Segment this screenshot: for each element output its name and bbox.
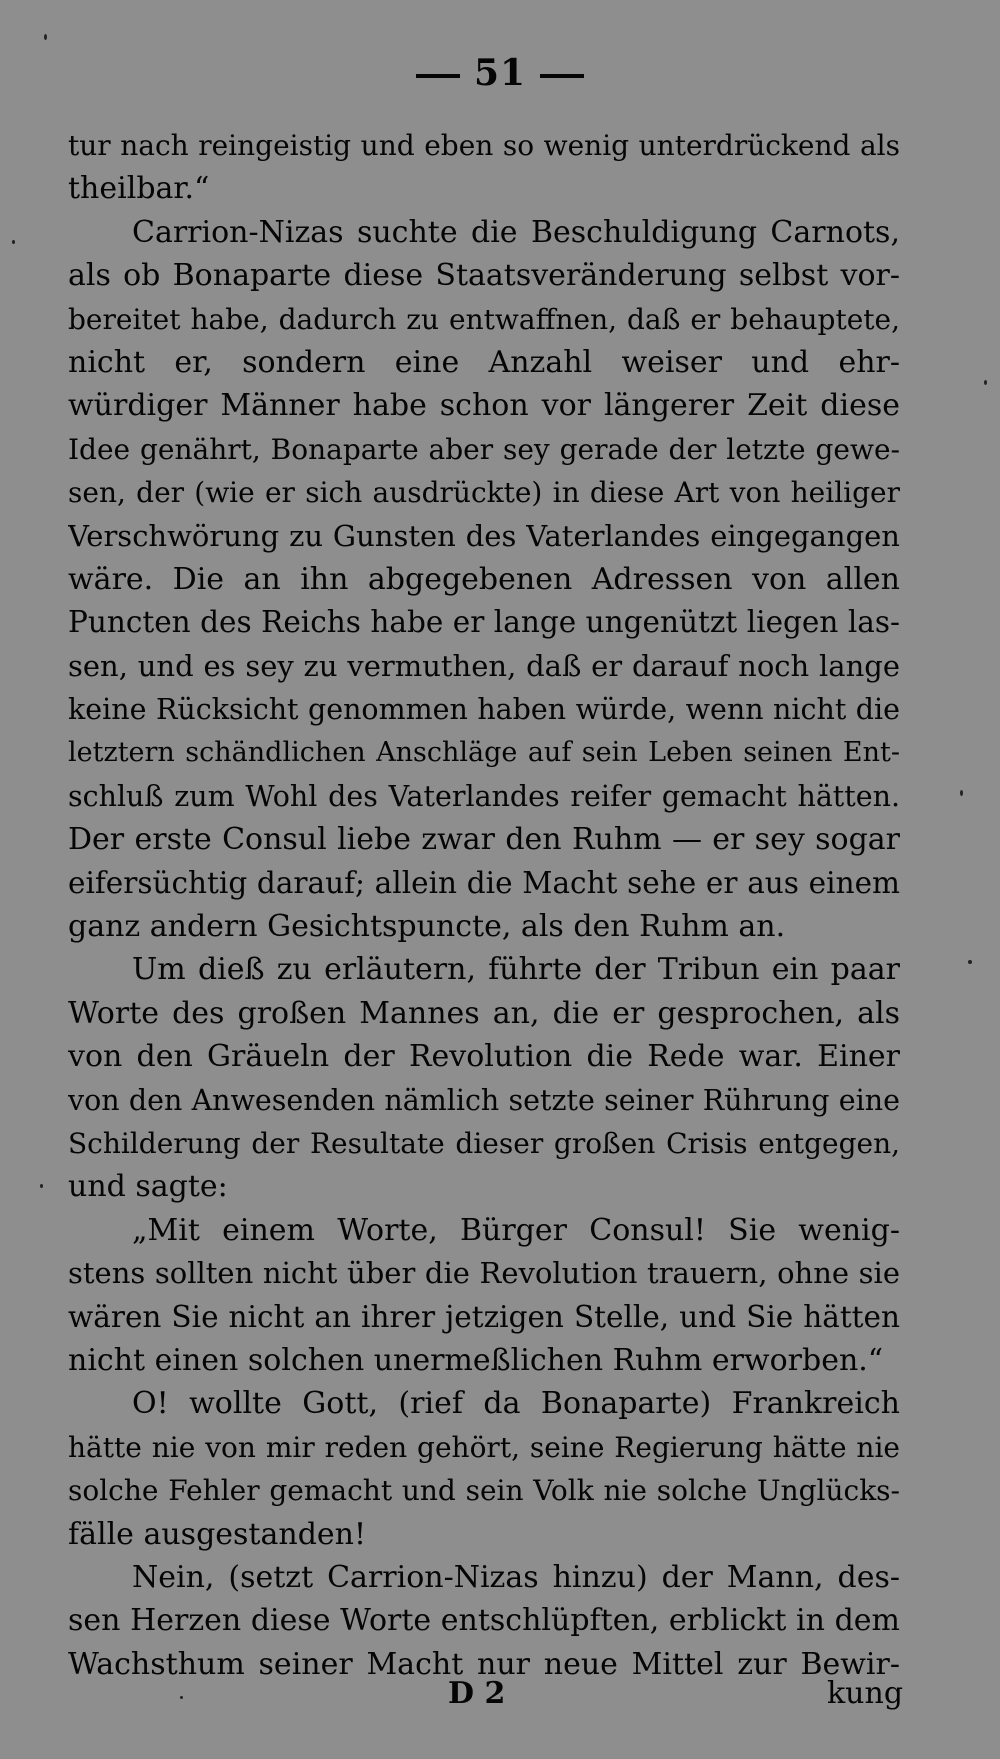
text-line: als ob Bonaparte diese Staatsveränderung selbst vor- (68, 258, 900, 294)
text-line: stens sollten nicht über die Revolution trauern, ohne sie (68, 1256, 900, 1291)
text-line: Puncten des Reichs habe er lange ungenützt liegen las- (68, 605, 900, 640)
text-line: wären Sie nicht an ihrer jetzigen Stelle, und Sie hätten (68, 1299, 900, 1334)
body-text (68, 124, 900, 1686)
text-line: solche Fehler gemacht und sein Volk nie solche Unglücks- (68, 1474, 900, 1508)
paper-speck (12, 240, 15, 244)
text-line: Carrion-Nizas suchte die Beschuldigung Carnots, (132, 214, 900, 250)
text-line: von den Anwesenden nämlich setzte seiner Rührung eine (68, 1083, 900, 1117)
paper-speck (180, 1696, 183, 1699)
paper-speck (960, 790, 963, 796)
text-line: und sagte: (68, 1169, 228, 1205)
text-line: wäre. Die an ihn abgegebenen Adressen von allen (68, 561, 900, 597)
paper-speck (968, 960, 972, 964)
text-line: ganz andern Gesichtspuncte, als den Ruhm an. (68, 909, 786, 945)
text-line: Idee genährt, Bonaparte aber sey gerade der letzte gewe- (68, 432, 900, 466)
text-line: tur nach reingeistig und eben so wenig unterdrückend als (68, 129, 900, 162)
text-line: theilbar.“ (68, 171, 210, 207)
text-line: bereitet habe, dadurch zu entwaffnen, daß er behauptete, (68, 302, 900, 336)
text-line: Um dieß zu erläutern, führte der Tribun ein paar (132, 952, 900, 988)
text-line: Schilderung der Resultate dieser großen Crisis entgegen, (68, 1126, 900, 1160)
text-line: Nein, (setzt Carrion-Nizas hinzu) der Mann, des- (132, 1559, 900, 1595)
text-line: sen Herzen diese Worte entschlüpften, erblickt in dem (68, 1603, 900, 1639)
text-line: Worte des großen Mannes an, die er gesprochen, als (68, 995, 900, 1031)
page-header (0, 52, 1000, 94)
text-line: nicht er, sondern eine Anzahl weiser und ehr- (68, 344, 900, 380)
text-line: würdiger Männer habe schon vor längerer Zeit diese (68, 388, 900, 424)
text-line: nicht einen solchen unermeßlichen Ruhm erworben.“ (68, 1342, 884, 1378)
text-line: Der erste Consul liebe zwar den Ruhm — er sey sogar (68, 822, 900, 858)
paper-speck (984, 380, 987, 385)
header-dash-left (416, 74, 460, 78)
text-line: „Mit einem Worte, Bürger Consul! Sie wenig- (132, 1212, 900, 1248)
text-line: von den Gräueln der Revolution die Rede war. Einer (68, 1039, 900, 1075)
text-line: schluß zum Wohl des Vaterlandes reifer gemacht hätten. (68, 779, 900, 813)
paper-speck (40, 1184, 43, 1188)
signature-mark: D 2 (448, 1676, 506, 1711)
text-line: letztern schändlichen Anschläge auf sein Leben seinen Ent- (68, 737, 900, 769)
paper-speck (44, 34, 47, 40)
text-line: O! wollte Gott, (rief da Bonaparte) Frankreich (132, 1386, 900, 1422)
text-line: sen, und es sey zu vermuthen, daß er darauf noch lange (68, 648, 900, 683)
page-number: 51 (473, 52, 527, 94)
text-line: sen, der (wie er sich ausdrückte) in diese Art von heiliger (68, 476, 900, 510)
text-line: eifersüchtig darauf; allein die Macht sehe er aus einem (68, 865, 900, 900)
text-line: keine Rücksicht genommen haben würde, wenn nicht die (68, 693, 900, 727)
text-line: Verschwörung zu Gunsten des Vaterlandes eingegangen (68, 518, 900, 553)
text-line: fälle ausgestanden! (68, 1516, 367, 1552)
text-line: Wachsthum seiner Macht nur neue Mittel zur Bewir- (68, 1646, 900, 1682)
catchword: kung (827, 1676, 904, 1711)
text-line: hätte nie von mir reden gehört, seine Regierung hätte nie (68, 1430, 900, 1464)
header-dash-right (540, 74, 584, 78)
